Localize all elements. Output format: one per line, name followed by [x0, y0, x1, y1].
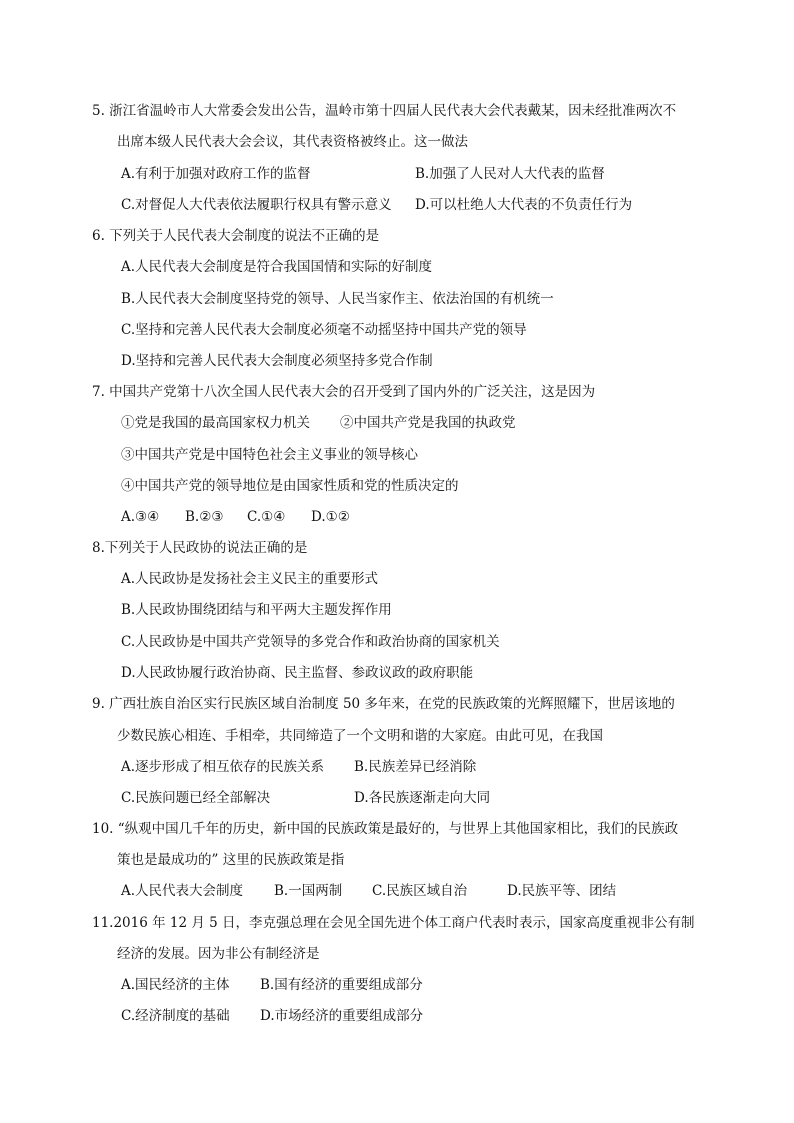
question-9-option-c: C.民族问题已经全部解决: [121, 790, 271, 806]
question-11-option-a: A.国民经济的主体: [121, 977, 230, 993]
question-9-stem-line-2: 少数民族心相连、手相牵，共同缔造了一个文明和谐的大家庭。由此可见，在我国: [117, 728, 603, 744]
question-10-option-d: D.民族平等、团结: [507, 883, 617, 899]
question-7-statement-4: ④中国共产党的领导地位是由国家性质和党的性质决定的: [121, 478, 459, 494]
question-6-option-c: C.坚持和完善人民代表大会制度必须毫不动摇坚持中国共产党的领导: [121, 322, 527, 338]
question-8-option-c: C.人民政协是中国共产党领导的多党合作和政治协商的国家机关: [121, 634, 500, 650]
question-6-option-a: A.人民代表大会制度是符合我国国情和实际的好制度: [121, 259, 433, 275]
question-5-option-a: A.有利于加强对政府工作的监督: [121, 166, 311, 182]
question-7-option-c: C.①④: [247, 509, 286, 525]
question-7-option-d: D.①②: [311, 509, 350, 525]
question-9-option-a: A.逐步形成了相互依存的民族关系: [121, 759, 325, 775]
question-9-option-b: B.民族差异已经消除: [354, 759, 477, 775]
question-10-option-a: A.人民代表大会制度: [121, 883, 244, 899]
question-11-option-d: D.市场经济的重要组成部分: [260, 1008, 424, 1024]
question-7-statement-3: ③中国共产党是中国特色社会主义事业的领导核心: [121, 447, 418, 463]
question-7-option-a: A.③④: [121, 509, 160, 525]
question-6-option-b: B.人民代表大会制度坚持党的领导、人民当家作主、依法治国的有机统一: [121, 291, 554, 307]
question-10-option-b: B.一国两制: [274, 883, 343, 899]
question-7-statement-1: ①党是我国的最高国家权力机关: [121, 415, 310, 431]
question-10-option-c: C.民族区域自治: [372, 883, 468, 899]
question-7-stem: 7. 中国共产党第十八次全国人民代表大会的召开受到了国内外的广泛关注，这是因为: [92, 384, 596, 400]
question-11-stem-line-1: 11.2016 年 12 月 5 日，李克强总理在会见全国先进个体工商户代表时表示，国家高度重视非公有制: [92, 915, 695, 931]
question-7-statement-2: ②中国共产党是我国的执政党: [340, 415, 516, 431]
question-5-option-c: C.对督促人大代表依法履职行权具有警示意义: [121, 197, 392, 213]
question-6-option-d: D.坚持和完善人民代表大会制度必须坚持多党合作制: [121, 353, 433, 369]
question-8-option-a: A.人民政协是发扬社会主义民主的重要形式: [121, 571, 379, 587]
question-7-option-b: B.②③: [185, 509, 224, 525]
question-9-stem-line-1: 9. 广西壮族自治区实行民族区域自治制度 50 多年来，在党的民族政策的光辉照耀下，世居该地的: [92, 696, 675, 712]
question-9-option-d: D.各民族逐渐走向大同: [354, 790, 491, 806]
question-10-stem-line-1: 10. “纵观中国几千年的历史，新中国的民族政策是最好的，与世界上其他国家相比，我们的民族政: [92, 821, 679, 837]
question-5-stem-line-2: 出席本级人民代表大会会议，其代表资格被终止。这一做法: [117, 134, 468, 150]
question-6-stem: 6. 下列关于人民代表大会制度的说法不正确的是: [92, 228, 380, 244]
question-5-option-b: B.加强了人民对人大代表的监督: [415, 166, 605, 182]
question-10-stem-line-2: 策也是最成功的” 这里的民族政策是指: [117, 852, 345, 868]
question-11-stem-line-2: 经济的发展。因为非公有制经济是: [117, 946, 320, 962]
question-8-stem: 8.下列关于人民政协的说法正确的是: [92, 540, 308, 556]
question-5-option-d: D.可以杜绝人大代表的不负责任行为: [415, 197, 633, 213]
question-5-stem-line-1: 5. 浙江省温岭市人大常委会发出公告，温岭市第十四届人民代表大会代表戴某，因未经批准两次不: [92, 103, 677, 119]
question-8-option-d: D.人民政协履行政治协商、民主监督、参政议政的政府职能: [121, 665, 474, 681]
question-8-option-b: B.人民政协围绕团结与和平两大主题发挥作用: [121, 602, 392, 618]
question-11-option-b: B.国有经济的重要组成部分: [260, 977, 423, 993]
question-11-option-c: C.经济制度的基础: [121, 1008, 230, 1024]
